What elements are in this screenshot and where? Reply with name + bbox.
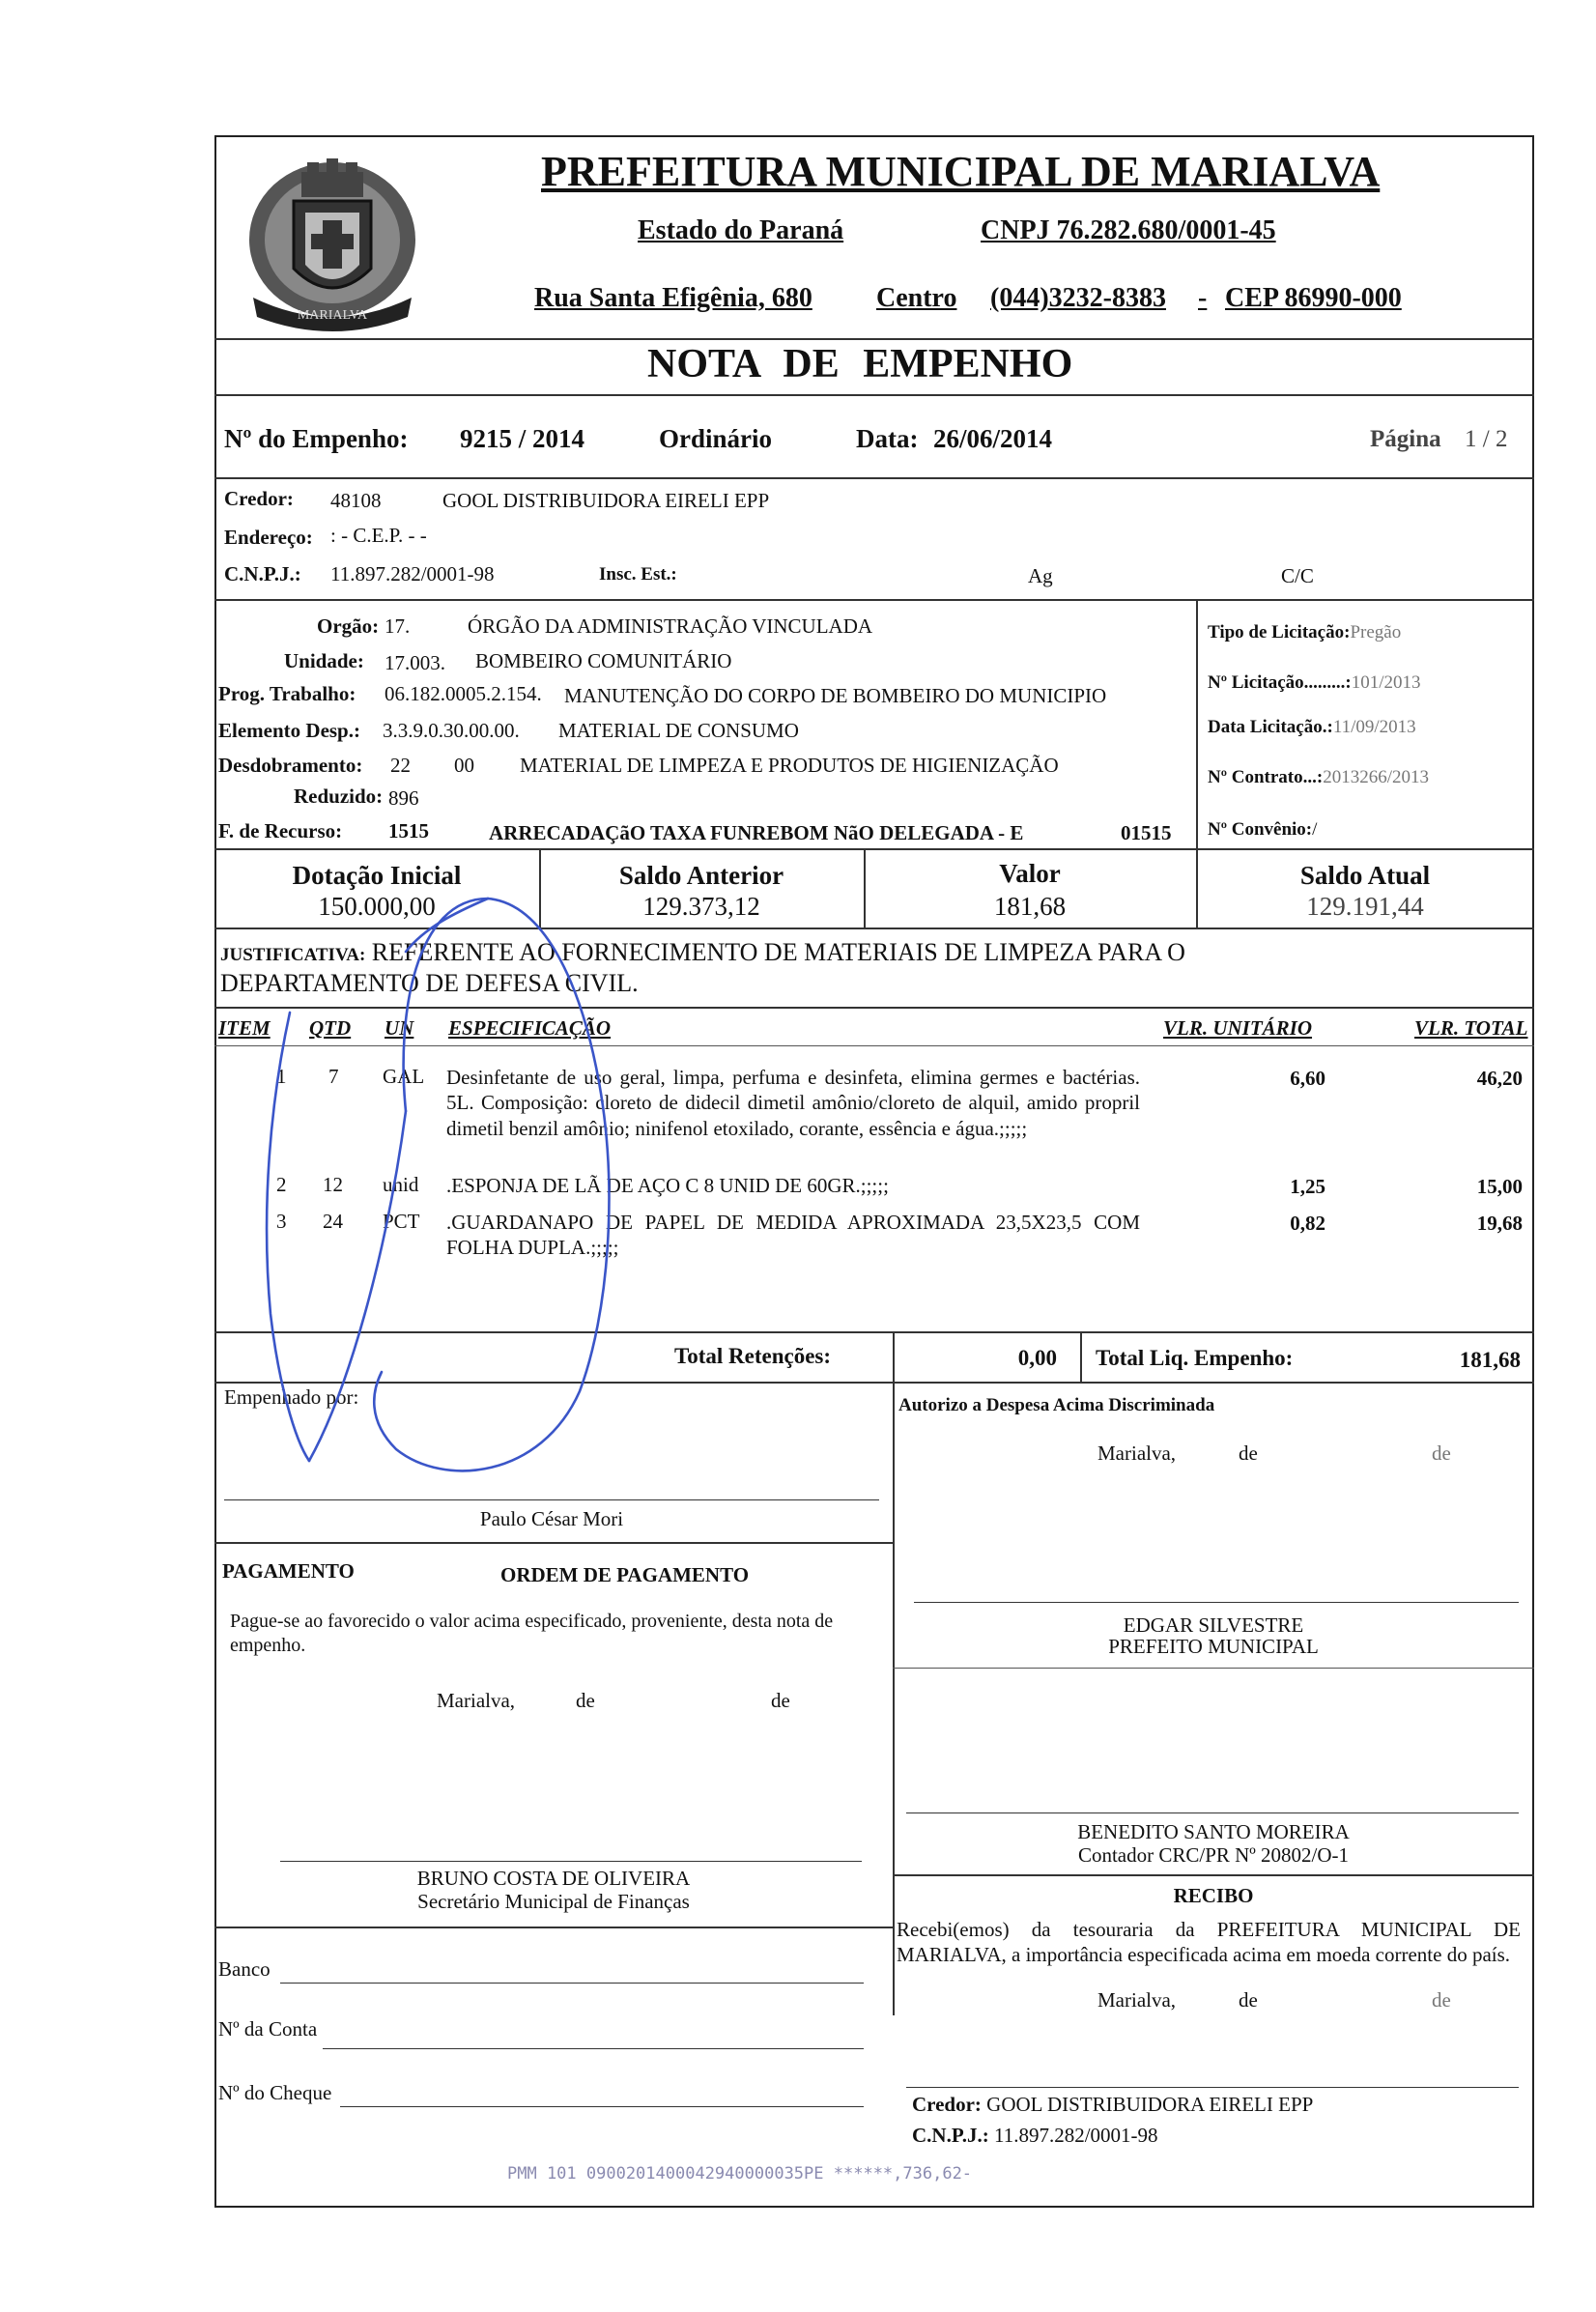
justificativa-label: JUSTIFICATIVA: [220, 945, 366, 965]
recibo-text: Recebi(emos) da tesouraria da PREFEITURA MUNICIPAL DE MARIALVA, a importância especificada acima em moeda corrente do país. [897, 1918, 1521, 1967]
item-1-spec: Desinfetante de uso geral, limpa, perfuma e desinfeta, elimina germes e bactérias. 5L. Composição: cloreto de didecil dimetil amônio/cloreto de alquil, amido propril dimetil benzil amônio; ninifenol etoxilado, corante, essência e água.;;;;; [446, 1066, 1140, 1140]
col-total: VLR. TOTAL [1414, 1016, 1528, 1040]
item-3-total: 19,68 [1476, 1212, 1523, 1235]
col-un: UN [385, 1016, 414, 1040]
contrato: 2013266/2013 [1323, 767, 1429, 787]
col-item: ITEM [218, 1016, 271, 1040]
recibo-label: RECIBO [1173, 1884, 1254, 1907]
reduzido-label: Reduzido: [294, 785, 384, 808]
saldo-atual-value: 129.191,44 [1306, 892, 1424, 921]
svg-text:MARIALVA: MARIALVA [297, 308, 368, 323]
prog-label: Prog. Trabalho: [218, 682, 356, 705]
org-address: Rua Santa Efigênia, 680 [534, 283, 812, 313]
footer-code: PMM 101 0900201400042940000035PE ******,736,62- [507, 2164, 973, 2184]
conta-label: Nº da Conta [218, 2017, 318, 2041]
autorizo-label: Autorizo a Despesa Acima Discriminada [898, 1395, 1215, 1415]
autorizo-city: Marialva, [1097, 1441, 1177, 1465]
justificativa-line1: REFERENTE AO FORNECIMENTO DE MATERIAIS DE LIMPEZA PARA O [371, 938, 1185, 966]
address-label: Endereço: [224, 526, 313, 549]
recibo-de1: de [1239, 1988, 1258, 2012]
state-name: Estado do Paraná [638, 215, 844, 245]
prefeito-title: PREFEITO MUNICIPAL [1108, 1635, 1319, 1658]
item-3-num: 3 [276, 1210, 287, 1233]
recibo-credor: GOOL DISTRIBUIDORA EIRELI EPP [986, 2093, 1314, 2116]
convenio-label: Nº Convênio: [1208, 819, 1313, 840]
item-1-un: GAL [383, 1065, 425, 1088]
org-district: Centro [876, 283, 957, 313]
ordem-label: ORDEM DE PAGAMENTO [500, 1563, 750, 1586]
prog-name: MANUTENÇÃO DO CORPO DE BOMBEIRO DO MUNICIPIO [564, 684, 1107, 707]
pagamento-city: Marialva, [437, 1689, 516, 1712]
data-licitacao-label: Data Licitação.: [1208, 717, 1333, 737]
item-2-unit: 1,25 [1290, 1175, 1325, 1198]
cheque-label: Nº do Cheque [218, 2081, 332, 2104]
ag-label: Ag [1028, 564, 1053, 587]
item-2-un: unid [383, 1173, 419, 1196]
valor-label: Valor [999, 859, 1061, 888]
liquido-label: Total Liq. Empenho: [1096, 1346, 1294, 1370]
desdob-code1: 22 [390, 754, 411, 777]
recibo-city: Marialva, [1097, 1988, 1177, 2012]
recibo-cnpj-label: C.N.P.J.: [912, 2124, 989, 2147]
elemento-label: Elemento Desp.: [218, 719, 360, 742]
col-unit: VLR. UNITÁRIO [1163, 1016, 1313, 1040]
data-licitacao: 11/09/2013 [1332, 717, 1416, 737]
dotacao-label: Dotação Inicial [292, 861, 462, 890]
recurso-code: 1515 [388, 819, 429, 842]
reduzido: 896 [388, 786, 419, 810]
item-1-qtd: 7 [328, 1065, 339, 1088]
empenho-number: 9215 / 2014 [460, 424, 585, 453]
credor-address: : - C.E.P. - - [330, 524, 427, 547]
justificativa-line2: DEPARTAMENTO DE DEFESA CIVIL. [220, 969, 639, 997]
prefeito-name: EDGAR SILVESTRE [1123, 1613, 1304, 1637]
empenhado-label: Empenhado por: [224, 1385, 359, 1409]
item-3-un: PCT [383, 1210, 420, 1233]
elemento-code: 3.3.9.0.30.00.00. [383, 719, 520, 742]
desdob-label: Desdobramento: [218, 754, 363, 777]
autorizo-de1: de [1239, 1441, 1258, 1465]
saldo-anterior-label: Saldo Anterior [618, 861, 784, 890]
recibo-de2: de [1432, 1988, 1451, 2012]
unidade-name: BOMBEIRO COMUNITÁRIO [475, 649, 732, 672]
secretario-title: Secretário Municipal de Finanças [417, 1890, 690, 1913]
col-spec: ESPECIFICAÇÃO [448, 1016, 612, 1040]
tipo-licitacao-label: Tipo de Licitação: [1208, 622, 1351, 642]
recibo-credor-label: Credor: [912, 2093, 982, 2116]
page-number: 1 / 2 [1465, 426, 1508, 452]
empenho-type: Ordinário [659, 424, 773, 453]
empenho-label: Nº do Empenho: [224, 424, 409, 453]
retencoes-value: 0,00 [1017, 1346, 1057, 1370]
recibo-cnpj: 11.897.282/0001-98 [993, 2124, 1158, 2147]
item-3-qtd: 24 [323, 1210, 343, 1233]
item-1-num: 1 [276, 1065, 287, 1088]
orgao-name: ÓRGÃO DA ADMINISTRAÇÃO VINCULADA [468, 614, 873, 638]
valor-value: 181,68 [993, 892, 1067, 921]
pagamento-de1: de [576, 1689, 595, 1712]
item-2-num: 2 [276, 1173, 287, 1196]
elemento-name: MATERIAL DE CONSUMO [558, 719, 799, 742]
item-2-total: 15,00 [1476, 1175, 1523, 1198]
liquido-value: 181,68 [1459, 1348, 1521, 1372]
autorizo-de2: de [1432, 1441, 1451, 1465]
credor-cnpj-label: C.N.P.J.: [224, 562, 301, 585]
saldo-anterior-value: 129.373,12 [642, 892, 760, 921]
credor-name: GOOL DISTRIBUIDORA EIRELI EPP [442, 489, 770, 512]
contrato-label: Nº Contrato...: [1208, 767, 1324, 787]
retencoes-label: Total Retenções: [674, 1344, 832, 1368]
recurso-name: ARRECADAÇãO TAXA FUNREBOM NãO DELEGADA - E [489, 821, 1024, 844]
item-1-unit: 6,60 [1290, 1067, 1325, 1090]
recurso-code2: 01515 [1121, 821, 1172, 844]
item-1-total: 46,20 [1476, 1067, 1523, 1090]
saldo-atual-label: Saldo Atual [1299, 861, 1431, 890]
pagamento-text: Pague-se ao favorecido o valor acima especificado, proveniente, desta nota de empenho. [230, 1611, 834, 1656]
empenhado-name: Paulo César Mori [479, 1507, 624, 1530]
prog-code: 06.182.0005.2.154. [385, 682, 542, 705]
pagamento-label: PAGAMENTO [222, 1559, 355, 1583]
unidade-code: 17.003. [385, 651, 445, 674]
separator: - [1198, 283, 1208, 313]
insc-label: Insc. Est.: [599, 564, 677, 585]
recurso-label: F. de Recurso: [218, 819, 343, 842]
orgao-code: 17. [385, 614, 411, 638]
num-licitacao: 101/2013 [1351, 672, 1421, 693]
org-cep: CEP 86990-000 [1225, 283, 1402, 313]
item-2-qtd: 12 [323, 1173, 343, 1196]
convenio: / [1312, 819, 1318, 840]
tipo-licitacao: Pregão [1350, 622, 1402, 642]
doc-title: NOTA DE EMPENHO [647, 342, 1073, 386]
pagamento-de2: de [771, 1689, 790, 1712]
item-3-unit: 0,82 [1290, 1212, 1325, 1235]
desdob-name: MATERIAL DE LIMPEZA E PRODUTOS DE HIGIENIZAÇÃO [520, 754, 1059, 777]
org-cnpj: CNPJ 76.282.680/0001-45 [981, 215, 1276, 245]
unidade-label: Unidade: [284, 649, 364, 672]
item-2-spec: .ESPONJA DE LÃ DE AÇO C 8 UNID DE 60GR.;;;;; [446, 1174, 889, 1197]
org-phone: (044)3232-8383 [990, 283, 1166, 313]
contador-title: Contador CRC/PR Nº 20802/O-1 [1077, 1843, 1350, 1867]
dotacao-value: 150.000,00 [318, 892, 436, 921]
credor-code: 48108 [330, 489, 382, 512]
empenho-date: 26/06/2014 [933, 424, 1053, 453]
secretario-name: BRUNO COSTA DE OLIVEIRA [416, 1867, 691, 1890]
org-name: PREFEITURA MUNICIPAL DE MARIALVA [541, 148, 1381, 195]
credor-cnpj: 11.897.282/0001-98 [330, 562, 495, 585]
num-licitacao-label: Nº Licitação.........: [1208, 672, 1352, 693]
col-qtd: QTD [309, 1016, 352, 1040]
desdob-code2: 00 [454, 754, 474, 777]
contador-name: BENEDITO SANTO MOREIRA [1077, 1820, 1350, 1843]
orgao-label: Orgão: [317, 614, 380, 638]
date-label: Data: [856, 424, 919, 453]
page-label: Página [1370, 426, 1441, 452]
banco-label: Banco [218, 1957, 271, 1981]
cc-label: C/C [1281, 564, 1314, 587]
credor-label: Credor: [224, 487, 294, 510]
item-3-spec: .GUARDANAPO DE PAPEL DE MEDIDA APROXIMADA 23,5X23,5 COM FOLHA DUPLA.;;;;; [446, 1211, 1140, 1260]
